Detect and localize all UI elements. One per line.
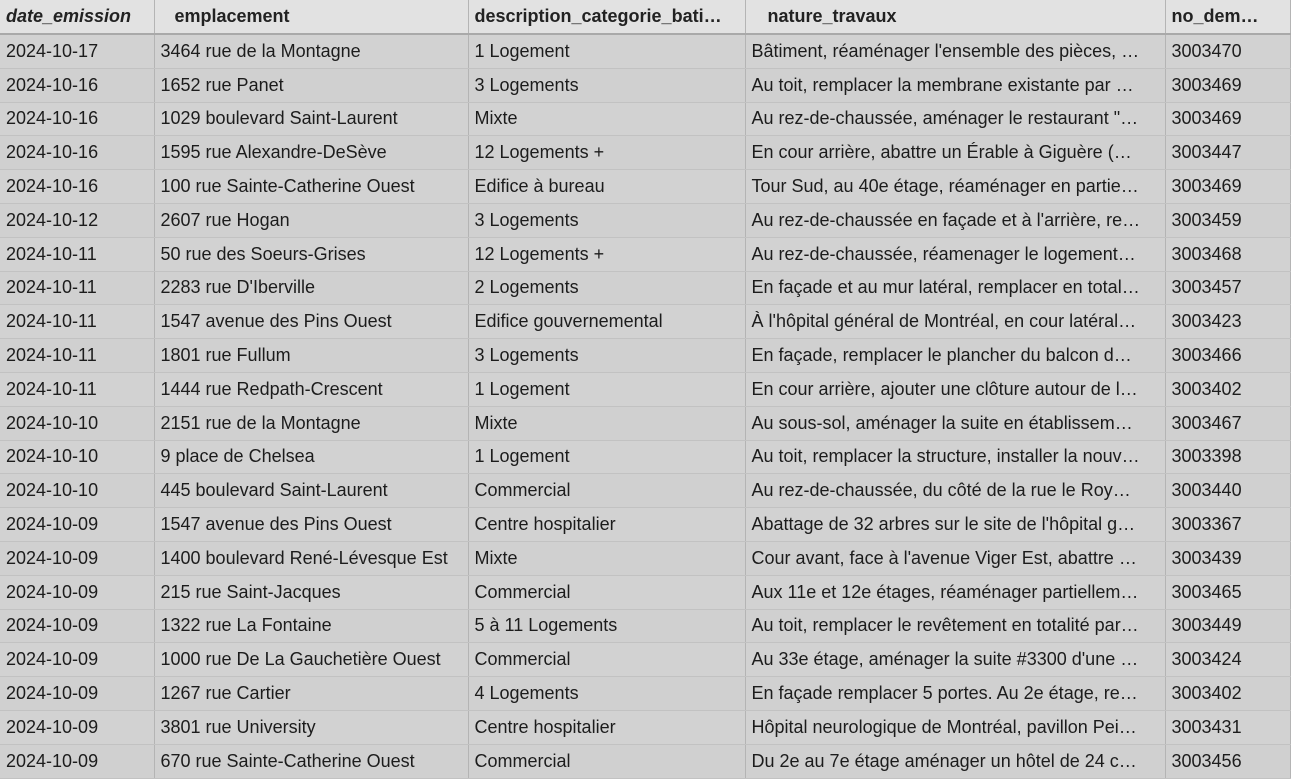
cell-date-emission[interactable]: 2024-10-11 bbox=[0, 237, 154, 271]
cell-emplacement[interactable]: 3464 rue de la Montagne bbox=[154, 34, 468, 68]
cell-emplacement[interactable]: 2607 rue Hogan bbox=[154, 203, 468, 237]
table-row[interactable] bbox=[0, 508, 1290, 542]
column-header-nature-travaux[interactable]: nature_travaux bbox=[745, 0, 1165, 34]
cell-nature-travaux[interactable]: Au rez-de-chaussée, aménager le restaurant "… bbox=[745, 102, 1165, 136]
cell-emplacement[interactable]: 1400 boulevard René-Lévesque Est bbox=[154, 541, 468, 575]
cell-date-emission[interactable]: 2024-10-16 bbox=[0, 170, 154, 204]
cell-date-emission[interactable]: 2024-10-09 bbox=[0, 643, 154, 677]
cell-emplacement[interactable]: 2151 rue de la Montagne bbox=[154, 406, 468, 440]
cell-emplacement[interactable]: 1029 boulevard Saint-Laurent bbox=[154, 102, 468, 136]
cell-no-demande[interactable]: 3003449 bbox=[1165, 609, 1290, 643]
table-row[interactable] bbox=[0, 406, 1290, 440]
column-header-date-emission[interactable]: date_emission bbox=[0, 0, 154, 34]
cell-description-categorie[interactable]: Edifice gouvernemental bbox=[468, 305, 745, 339]
cell-description-categorie[interactable]: 3 Logements bbox=[468, 68, 745, 102]
cell-description-categorie[interactable]: Centre hospitalier bbox=[468, 508, 745, 542]
cell-nature-travaux[interactable]: En façade remplacer 5 portes. Au 2e étage, re… bbox=[745, 677, 1165, 711]
table-row[interactable] bbox=[0, 372, 1290, 406]
cell-nature-travaux[interactable]: En cour arrière, ajouter une clôture autour de l… bbox=[745, 372, 1165, 406]
table-row[interactable] bbox=[0, 34, 1290, 68]
table-row[interactable] bbox=[0, 102, 1290, 136]
cell-emplacement[interactable]: 1267 rue Cartier bbox=[154, 677, 468, 711]
table-row[interactable] bbox=[0, 440, 1290, 474]
table-row[interactable] bbox=[0, 744, 1290, 778]
cell-nature-travaux[interactable]: Hôpital neurologique de Montréal, pavillon Pei… bbox=[745, 710, 1165, 744]
cell-no-demande[interactable]: 3003398 bbox=[1165, 440, 1290, 474]
cell-no-demande[interactable]: 3003467 bbox=[1165, 406, 1290, 440]
cell-nature-travaux[interactable]: Bâtiment, réaménager l'ensemble des pièces, … bbox=[745, 34, 1165, 68]
cell-nature-travaux[interactable]: En façade et au mur latéral, remplacer en total… bbox=[745, 271, 1165, 305]
cell-emplacement[interactable]: 215 rue Saint-Jacques bbox=[154, 575, 468, 609]
cell-description-categorie[interactable]: 1 Logement bbox=[468, 372, 745, 406]
cell-description-categorie[interactable]: Commercial bbox=[468, 575, 745, 609]
cell-emplacement[interactable]: 1595 rue Alexandre-DeSève bbox=[154, 136, 468, 170]
table-row[interactable] bbox=[0, 305, 1290, 339]
cell-no-demande[interactable]: 3003423 bbox=[1165, 305, 1290, 339]
column-header-description-categorie-batiment[interactable]: description_categorie_bati… bbox=[468, 0, 745, 34]
cell-date-emission[interactable]: 2024-10-09 bbox=[0, 609, 154, 643]
cell-description-categorie[interactable]: Mixte bbox=[468, 406, 745, 440]
cell-date-emission[interactable]: 2024-10-10 bbox=[0, 474, 154, 508]
cell-nature-travaux[interactable]: En façade, remplacer le plancher du balcon d… bbox=[745, 339, 1165, 373]
cell-emplacement[interactable]: 670 rue Sainte-Catherine Ouest bbox=[154, 744, 468, 778]
cell-date-emission[interactable]: 2024-10-09 bbox=[0, 575, 154, 609]
cell-no-demande[interactable]: 3003468 bbox=[1165, 237, 1290, 271]
cell-nature-travaux[interactable]: Au rez-de-chaussée, du côté de la rue le Roy… bbox=[745, 474, 1165, 508]
cell-date-emission[interactable]: 2024-10-11 bbox=[0, 372, 154, 406]
cell-no-demande[interactable]: 3003367 bbox=[1165, 508, 1290, 542]
cell-nature-travaux[interactable]: Aux 11e et 12e étages, réaménager partiellem… bbox=[745, 575, 1165, 609]
table-row[interactable] bbox=[0, 203, 1290, 237]
cell-nature-travaux[interactable]: Abattage de 32 arbres sur le site de l'hôpital g… bbox=[745, 508, 1165, 542]
cell-no-demande[interactable]: 3003439 bbox=[1165, 541, 1290, 575]
cell-date-emission[interactable]: 2024-10-11 bbox=[0, 305, 154, 339]
cell-description-categorie[interactable]: Commercial bbox=[468, 744, 745, 778]
cell-date-emission[interactable]: 2024-10-17 bbox=[0, 34, 154, 68]
cell-description-categorie[interactable]: 12 Logements + bbox=[468, 237, 745, 271]
cell-description-categorie[interactable]: Edifice à bureau bbox=[468, 170, 745, 204]
cell-description-categorie[interactable]: Mixte bbox=[468, 541, 745, 575]
table-row[interactable] bbox=[0, 339, 1290, 373]
table-row[interactable] bbox=[0, 68, 1290, 102]
cell-no-demande[interactable]: 3003456 bbox=[1165, 744, 1290, 778]
table-row[interactable] bbox=[0, 575, 1290, 609]
cell-emplacement[interactable]: 3801 rue University bbox=[154, 710, 468, 744]
cell-no-demande[interactable]: 3003440 bbox=[1165, 474, 1290, 508]
cell-emplacement[interactable]: 1547 avenue des Pins Ouest bbox=[154, 508, 468, 542]
cell-description-categorie[interactable]: 1 Logement bbox=[468, 34, 745, 68]
cell-date-emission[interactable]: 2024-10-16 bbox=[0, 68, 154, 102]
cell-date-emission[interactable]: 2024-10-09 bbox=[0, 744, 154, 778]
cell-no-demande[interactable]: 3003469 bbox=[1165, 102, 1290, 136]
cell-date-emission[interactable]: 2024-10-12 bbox=[0, 203, 154, 237]
cell-nature-travaux[interactable]: Au 33e étage, aménager la suite #3300 d'une … bbox=[745, 643, 1165, 677]
cell-no-demande[interactable]: 3003457 bbox=[1165, 271, 1290, 305]
cell-emplacement[interactable]: 1547 avenue des Pins Ouest bbox=[154, 305, 468, 339]
cell-emplacement[interactable]: 1000 rue De La Gauchetière Ouest bbox=[154, 643, 468, 677]
header-row bbox=[0, 0, 1290, 34]
cell-description-categorie[interactable]: 3 Logements bbox=[468, 339, 745, 373]
cell-date-emission[interactable]: 2024-10-11 bbox=[0, 339, 154, 373]
table-row[interactable] bbox=[0, 677, 1290, 711]
cell-nature-travaux[interactable]: Au toit, remplacer la membrane existante par … bbox=[745, 68, 1165, 102]
table-row[interactable] bbox=[0, 271, 1290, 305]
cell-description-categorie[interactable]: Centre hospitalier bbox=[468, 710, 745, 744]
cell-emplacement[interactable]: 9 place de Chelsea bbox=[154, 440, 468, 474]
cell-emplacement[interactable]: 2283 rue D'Iberville bbox=[154, 271, 468, 305]
cell-no-demande[interactable]: 3003466 bbox=[1165, 339, 1290, 373]
cell-no-demande[interactable]: 3003447 bbox=[1165, 136, 1290, 170]
cell-no-demande[interactable]: 3003469 bbox=[1165, 170, 1290, 204]
cell-description-categorie[interactable]: 12 Logements + bbox=[468, 136, 745, 170]
table-row[interactable] bbox=[0, 237, 1290, 271]
cell-nature-travaux[interactable]: Au rez-de-chaussée en façade et à l'arrière, re… bbox=[745, 203, 1165, 237]
cell-emplacement[interactable]: 1444 rue Redpath-Crescent bbox=[154, 372, 468, 406]
cell-no-demande[interactable]: 3003459 bbox=[1165, 203, 1290, 237]
cell-nature-travaux[interactable]: En cour arrière, abattre un Érable à Giguère (… bbox=[745, 136, 1165, 170]
table-row[interactable] bbox=[0, 643, 1290, 677]
cell-emplacement[interactable]: 100 rue Sainte-Catherine Ouest bbox=[154, 170, 468, 204]
table-row[interactable] bbox=[0, 609, 1290, 643]
cell-description-categorie[interactable]: Mixte bbox=[468, 102, 745, 136]
cell-description-categorie[interactable]: 3 Logements bbox=[468, 203, 745, 237]
column-header-no-demande[interactable]: no_dem… bbox=[1165, 0, 1290, 34]
cell-date-emission[interactable]: 2024-10-11 bbox=[0, 271, 154, 305]
cell-no-demande[interactable]: 3003469 bbox=[1165, 68, 1290, 102]
cell-date-emission[interactable]: 2024-10-16 bbox=[0, 136, 154, 170]
table-row[interactable] bbox=[0, 474, 1290, 508]
cell-date-emission[interactable]: 2024-10-09 bbox=[0, 677, 154, 711]
cell-emplacement[interactable]: 445 boulevard Saint-Laurent bbox=[154, 474, 468, 508]
cell-date-emission[interactable]: 2024-10-09 bbox=[0, 710, 154, 744]
cell-emplacement[interactable]: 50 rue des Soeurs-Grises bbox=[154, 237, 468, 271]
table-row[interactable] bbox=[0, 170, 1290, 204]
cell-description-categorie[interactable]: Commercial bbox=[468, 474, 745, 508]
cell-no-demande[interactable]: 3003465 bbox=[1165, 575, 1290, 609]
cell-no-demande[interactable]: 3003402 bbox=[1165, 677, 1290, 711]
cell-date-emission[interactable]: 2024-10-09 bbox=[0, 541, 154, 575]
cell-date-emission[interactable]: 2024-10-10 bbox=[0, 440, 154, 474]
cell-description-categorie[interactable]: 5 à 11 Logements bbox=[468, 609, 745, 643]
cell-nature-travaux[interactable]: Au sous-sol, aménager la suite en établissem… bbox=[745, 406, 1165, 440]
cell-description-categorie[interactable]: 4 Logements bbox=[468, 677, 745, 711]
cell-nature-travaux[interactable]: Au toit, remplacer la structure, installer la nouv… bbox=[745, 440, 1165, 474]
cell-nature-travaux[interactable]: Au toit, remplacer le revêtement en totalité par… bbox=[745, 609, 1165, 643]
cell-no-demande[interactable]: 3003431 bbox=[1165, 710, 1290, 744]
cell-nature-travaux[interactable]: Tour Sud, au 40e étage, réaménager en partie… bbox=[745, 170, 1165, 204]
cell-no-demande[interactable]: 3003402 bbox=[1165, 372, 1290, 406]
cell-emplacement[interactable]: 1652 rue Panet bbox=[154, 68, 468, 102]
cell-nature-travaux[interactable]: Du 2e au 7e étage aménager un hôtel de 24 c… bbox=[745, 744, 1165, 778]
cell-nature-travaux[interactable]: Au rez-de-chaussée, réamenager le logement… bbox=[745, 237, 1165, 271]
cell-date-emission[interactable]: 2024-10-16 bbox=[0, 102, 154, 136]
cell-emplacement[interactable]: 1322 rue La Fontaine bbox=[154, 609, 468, 643]
column-header-emplacement[interactable]: emplacement bbox=[154, 0, 468, 34]
cell-description-categorie[interactable]: 2 Logements bbox=[468, 271, 745, 305]
cell-date-emission[interactable]: 2024-10-09 bbox=[0, 508, 154, 542]
cell-no-demande[interactable]: 3003470 bbox=[1165, 34, 1290, 68]
cell-description-categorie[interactable]: Commercial bbox=[468, 643, 745, 677]
cell-date-emission[interactable]: 2024-10-10 bbox=[0, 406, 154, 440]
table-row[interactable] bbox=[0, 136, 1290, 170]
cell-no-demande[interactable]: 3003424 bbox=[1165, 643, 1290, 677]
cell-description-categorie[interactable]: 1 Logement bbox=[468, 440, 745, 474]
cell-emplacement[interactable]: 1801 rue Fullum bbox=[154, 339, 468, 373]
cell-nature-travaux[interactable]: À l'hôpital général de Montréal, en cour latéral… bbox=[745, 305, 1165, 339]
cell-nature-travaux[interactable]: Cour avant, face à l'avenue Viger Est, abattre … bbox=[745, 541, 1165, 575]
table-row[interactable] bbox=[0, 710, 1290, 744]
table-row[interactable] bbox=[0, 541, 1290, 575]
